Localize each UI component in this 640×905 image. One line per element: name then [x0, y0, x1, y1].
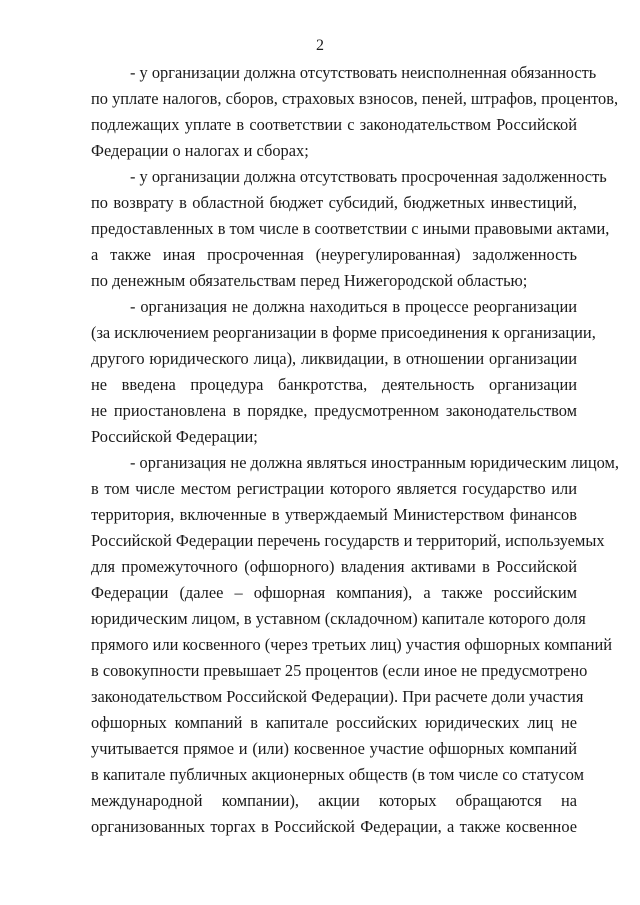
text-line: не введена процедура банкротства, деятельность организации [91, 375, 577, 394]
text-line: предоставленных в том числе в соответствии с иными правовыми актами, [91, 219, 610, 238]
text-line: подлежащих уплате в соответствии с законодательством Российской [91, 115, 577, 134]
text-line: по денежным обязательствам перед Нижегородской областью; [91, 271, 528, 290]
text-line: в капитале публичных акционерных обществ (в том числе со статусом [91, 765, 585, 784]
text-line: законодательством Российской Федерации). При расчете доли участия [91, 687, 584, 706]
text-line: а также иная просроченная (неурегулированная) задолженность [91, 245, 577, 264]
text-line: по уплате налогов, сборов, страховых взносов, пеней, штрафов, процентов, [91, 89, 619, 108]
text-line: Федерации (далее – офшорная компания), а также российским [91, 583, 577, 602]
text-line: Российской Федерации перечень государств и территорий, используемых [91, 531, 605, 550]
text-line: - у организации должна отсутствовать просроченная задолженность [130, 167, 607, 186]
text-line: для промежуточного (офшорного) владения активами в Российской [91, 557, 577, 576]
text-line: другого юридического лица), ликвидации, в отношении организации [91, 349, 577, 368]
text-line: прямого или косвенного (через третьих лиц) участия офшорных компаний [91, 635, 613, 654]
page-number: 2 [316, 37, 324, 54]
text-line: не приостановлена в порядке, предусмотренном законодательством [91, 401, 577, 420]
text-line: - у организации должна отсутствовать неисполненная обязанность [130, 63, 597, 82]
text-line: в том числе местом регистрации которого является государство или [91, 479, 577, 498]
text-line: офшорных компаний в капитале российских юридических лиц не [91, 713, 577, 732]
text-line: юридическим лицом, в уставном (складочном) капитале которого доля [91, 609, 586, 628]
text-line: международной компании), акции которых обращаются на [91, 791, 577, 810]
text-line: организованных торгах в Российской Федерации, а также косвенное [91, 817, 577, 836]
text-line: Федерации о налогах и сборах; [91, 141, 309, 160]
text-line: по возврату в областной бюджет субсидий, бюджетных инвестиций, [91, 193, 577, 212]
text-line: учитывается прямое и (или) косвенное участие офшорных компаний [91, 739, 577, 758]
text-line: в совокупности превышает 25 процентов (если иное не предусмотрено [91, 661, 588, 680]
text-line: территория, включенные в утверждаемый Министерством финансов [91, 505, 577, 524]
text-line: - организация не должна находиться в процессе реорганизации [130, 297, 577, 316]
text-line: Российской Федерации; [91, 427, 258, 446]
text-line: (за исключением реорганизации в форме присоединения к организации, [91, 323, 596, 342]
text-line: - организация не должна являться иностранным юридическим лицом, [130, 453, 619, 472]
